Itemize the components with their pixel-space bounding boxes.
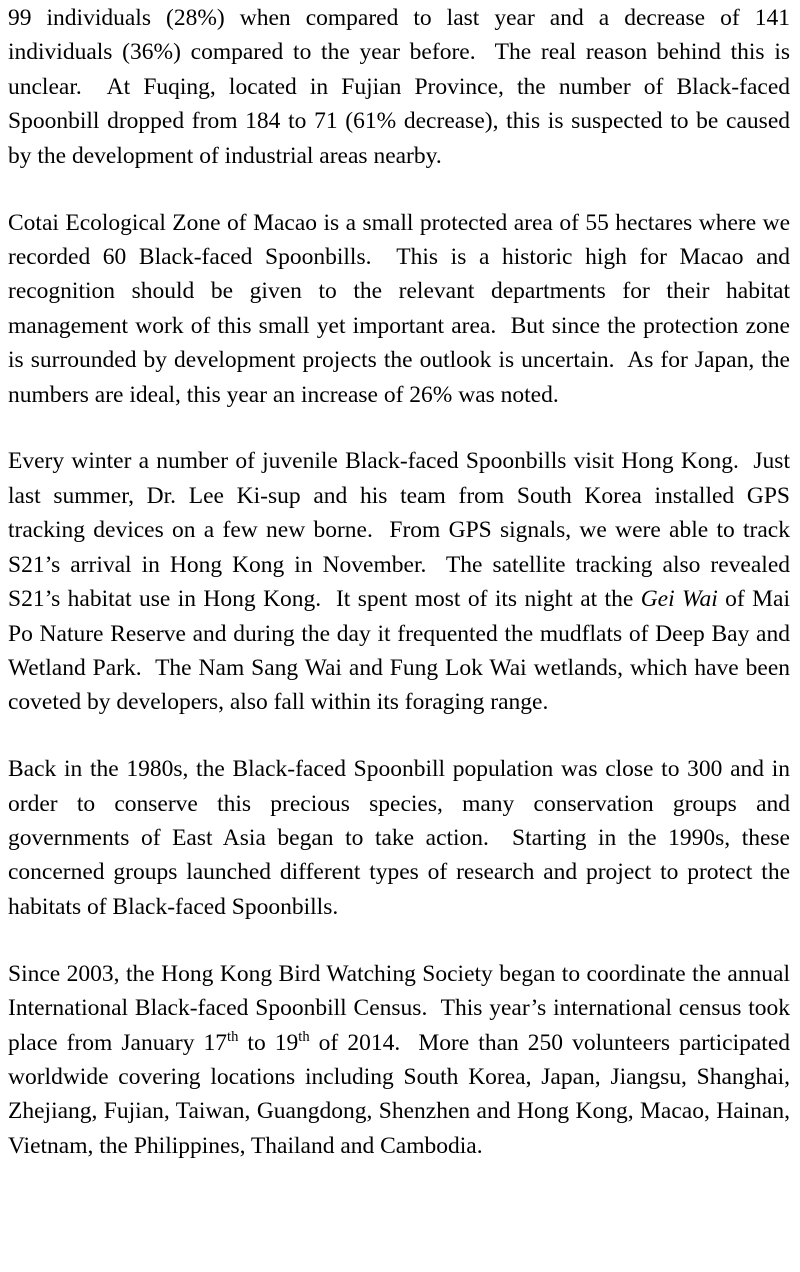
paragraph-text: Cotai Ecological Zone of Macao is a small protected area of 55 hectares where we recorded 60 Black-faced Spoonbills. This is a historic high for Macao and recognition should be given to the relevant departments for their habitat management work of this small yet important area. But since the protection zone is surrounded by development projects the outlook is uncertain. As for Japan, the numbers are ideal, this year an increase of 26% was noted. bbox=[8, 209, 790, 408]
gei-wai-italic-term: Gei Wai bbox=[640, 586, 718, 613]
paragraph-international-census bbox=[8, 957, 790, 1163]
paragraph-text: of 2014. More than 250 volunteers participated worldwide covering locations including South Korea, Japan, Jiangsu, Shanghai, Zhejiang, Fujian, Taiwan, Guangdong, Shenzhen and Hong Kong, Macao, Hainan, Vietnam, the Philippines, Thailand and Cambodia. bbox=[8, 1029, 790, 1159]
paragraph-text: to 19 bbox=[238, 1029, 299, 1056]
paragraph-census-decrease bbox=[8, 1, 790, 173]
ordinal-suffix: th bbox=[227, 1028, 239, 1045]
paragraph-conservation-history bbox=[8, 752, 790, 924]
paragraph-text: Since 2003, the Hong Kong Bird Watching Society began to coordinate the annual International Black-faced Spoonbill Census. This year’s international census took place from January 17 bbox=[8, 960, 790, 1056]
paragraph-text: Every winter a number of juvenile Black-faced Spoonbills visit Hong Kong. Just last summer, Dr. Lee Ki-sup and his team from South Korea installed GPS tracking devices on a few new borne. From GPS signals, we were able to track S21’s arrival in Hong Kong in November. The satellite tracking also revealed S21’s habitat use in Hong Kong. It spent most of its night at the bbox=[8, 448, 790, 613]
ordinal-suffix: th bbox=[298, 1028, 310, 1045]
paragraph-text: Back in the 1980s, the Black-faced Spoonbill population was close to 300 and in order to conserve this precious species, many conservation groups and governments of East Asia began to take action. Starting in the 1990s, these concerned groups launched different types of research and project to protect the habitats of Black-faced Spoonbills. bbox=[8, 756, 790, 920]
paragraph-gps-tracking bbox=[8, 444, 790, 719]
paragraph-cotai-macao bbox=[8, 206, 790, 412]
paragraph-text: of Mai Po Nature Reserve and during the day it frequented the mudflats of Deep Bay and Wetland Park. The Nam Sang Wai and Fung Lok Wai wetlands, which have been coveted by developers, also fall within its foraging range. bbox=[8, 586, 790, 716]
paragraph-text: 99 individuals (28%) when compared to last year and a decrease of 141 individuals (36%) compared to the year before. The real reason behind this is unclear. At Fuqing, located in Fujian Province, the number of Black-faced Spoonbill dropped from 184 to 71 (61% decrease), this is suspected to be caused by the development of industrial areas nearby. bbox=[8, 5, 790, 169]
